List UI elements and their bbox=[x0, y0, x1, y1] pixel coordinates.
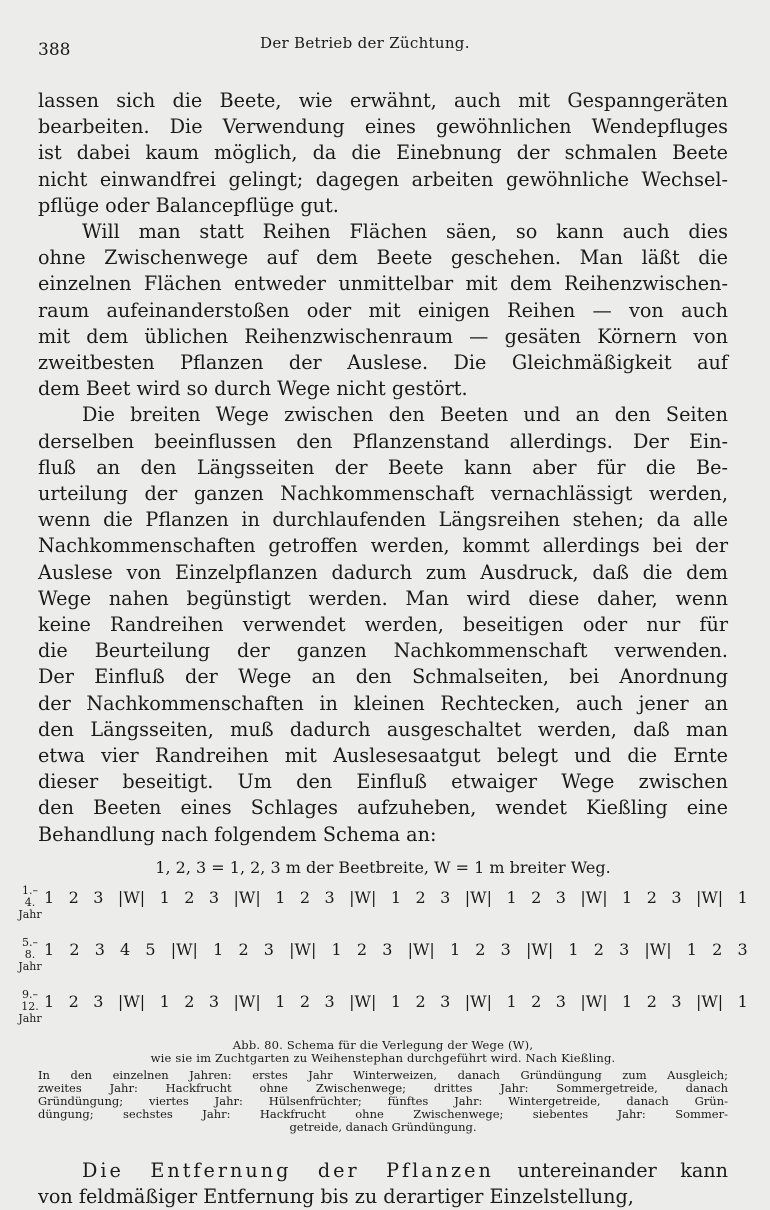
paragraph bbox=[38, 88, 728, 219]
paragraph bbox=[38, 219, 728, 402]
text-line: Behandlung nach folgendem Schema an: bbox=[38, 822, 437, 846]
bed-cell: 1 bbox=[506, 991, 517, 1011]
bed-cell: 3 bbox=[382, 939, 393, 959]
text-line: urteilung der ganzen Nachkommenschaft vernachlässigt werden, bbox=[38, 482, 728, 506]
path-cell: |W| bbox=[349, 887, 377, 907]
text-line: bearbeiten. Die Verwendung eines gewöhnlichen Wendepfluges bbox=[38, 115, 728, 139]
text-line: wenn die Pflanzen in durchlaufenden Längsreihen stehen; da alle bbox=[38, 508, 728, 532]
path-cell: |W| bbox=[407, 939, 435, 959]
bed-cell: 2 bbox=[238, 939, 249, 959]
bed-cell: 3 bbox=[671, 887, 682, 907]
path-cell: |W| bbox=[233, 887, 261, 907]
running-title: Der Betrieb der Züchtung. bbox=[260, 34, 470, 52]
text-line: Nachkommenschaften getroffen werden, kommt allerdings bei der bbox=[38, 534, 728, 558]
path-cell: |W| bbox=[695, 991, 724, 1011]
row-label-word: Jahr bbox=[18, 1011, 42, 1025]
bed-cell: 1 bbox=[506, 887, 517, 907]
bed-cell: 1 bbox=[737, 887, 748, 907]
bed-cell: 3 bbox=[208, 991, 220, 1011]
bed-cell: 1 bbox=[449, 939, 461, 959]
text-line: raum aufeinanderstoßen oder mit einigen Reihen — von auch bbox=[38, 298, 728, 322]
bed-cell: 3 bbox=[93, 991, 104, 1011]
path-cell: |W| bbox=[695, 887, 724, 907]
book-page bbox=[18, 30, 748, 1210]
text-line: dem Beet wird so durch Wege nicht gestört. bbox=[38, 377, 468, 401]
bed-cell: 3 bbox=[324, 991, 335, 1011]
bed-cell: 1 bbox=[390, 991, 402, 1011]
text-line: die Beurteilung der ganzen Nachkommenschaft verwenden. bbox=[38, 639, 728, 663]
figure-caption-line: wie sie im Zuchtgarten zu Weihenstephan durchgeführt wird. Nach Kießling. bbox=[150, 1050, 616, 1065]
schema-title: 1, 2, 3 = 1, 2, 3 m der Beetbreite, W = 1 m breiter Weg. bbox=[155, 857, 611, 877]
schema-row bbox=[18, 989, 748, 1025]
path-cell: |W| bbox=[525, 939, 554, 959]
bed-cell: 3 bbox=[263, 939, 274, 959]
schema-row-label bbox=[18, 885, 42, 921]
text-line: den Längsseiten, muß dadurch ausgeschaltet werden, daß man bbox=[38, 717, 728, 741]
bed-cell: 2 bbox=[415, 887, 426, 907]
text-line bbox=[38, 1158, 728, 1184]
body-text bbox=[38, 88, 728, 848]
bed-cell: 1 bbox=[275, 991, 286, 1011]
bed-cell: 3 bbox=[619, 939, 630, 959]
path-cell: |W| bbox=[170, 939, 198, 959]
schema-row bbox=[18, 937, 748, 973]
bed-cell: 2 bbox=[646, 887, 657, 907]
path-cell: |W| bbox=[580, 887, 608, 907]
bed-cell: 3 bbox=[671, 991, 682, 1011]
bed-cell: 2 bbox=[531, 887, 542, 907]
row-label-years: 9.–12. bbox=[21, 987, 39, 1013]
text-line: der Nachkommenschaften in kleinen Rechtecken, auch jener an bbox=[38, 691, 728, 715]
paragraph bbox=[38, 402, 728, 847]
schema-row-cells bbox=[44, 888, 748, 907]
bed-cell: 3 bbox=[208, 887, 220, 907]
text-line: Auslese von Einzelpflanzen dadurch zum Ausdruck, daß die dem bbox=[38, 560, 728, 584]
spaced-text: Die Entfernung der Pflanzen bbox=[82, 1158, 494, 1182]
note-line: zweites Jahr: Hackfrucht ohne Zwischenwege; drittes Jahr: Sommergetreide, danach bbox=[38, 1080, 728, 1095]
text-line: keine Randreihen verwendet werden, beseitigen oder nur für bbox=[38, 613, 728, 637]
path-cell: |W| bbox=[464, 991, 492, 1011]
text-line: etwa vier Randreihen mit Auslesesaatgut belegt und die Ernte bbox=[38, 744, 728, 768]
text-line: dieser beseitigt. Um den Einfluß etwaiger Wege zwischen bbox=[38, 770, 728, 794]
text-line: Der Einfluß der Wege an den Schmalseiten, bei Anordnung bbox=[38, 665, 728, 689]
path-cell: |W| bbox=[117, 887, 146, 907]
bed-cell: 3 bbox=[555, 887, 566, 907]
bed-cell: 2 bbox=[299, 991, 311, 1011]
row-label-word: Jahr bbox=[18, 959, 42, 973]
text-line: von feldmäßiger Entfernung bis zu derartiger Einzelstellung, bbox=[38, 1184, 634, 1208]
bed-cell: 1 bbox=[275, 887, 286, 907]
row-label-years: 5.–8. bbox=[22, 935, 38, 961]
note-line: getreide, danach Gründüngung. bbox=[289, 1119, 477, 1134]
bed-cell: 2 bbox=[356, 939, 368, 959]
text-line: ist dabei kaum möglich, da die Einebnung der schmalen Beete bbox=[38, 141, 728, 165]
bed-cell: 1 bbox=[159, 991, 170, 1011]
bed-cell: 1 bbox=[44, 939, 55, 959]
bed-cell: 2 bbox=[531, 991, 542, 1011]
bed-cell: 3 bbox=[555, 991, 566, 1011]
path-cell: |W| bbox=[233, 991, 261, 1011]
bed-cell: 3 bbox=[440, 887, 451, 907]
bed-cell: 2 bbox=[184, 887, 195, 907]
text-line: pflüge oder Balancepflüge gut. bbox=[38, 193, 339, 217]
text-line: mit dem üblichen Reihenzwischenraum — gesäten Körnern von bbox=[38, 324, 728, 348]
bed-cell: 1 bbox=[686, 939, 697, 959]
text-line: zweitbesten Pflanzen der Auslese. Die Gleichmäßigkeit auf bbox=[38, 351, 728, 375]
bed-cell: 2 bbox=[415, 991, 426, 1011]
text-line: nicht einwandfrei gelingt; dagegen arbeiten gewöhnliche Wechsel- bbox=[38, 167, 728, 191]
schema-diagram bbox=[18, 883, 748, 1035]
figure-note bbox=[38, 1069, 728, 1134]
schema-row-label bbox=[18, 989, 42, 1025]
path-cell: |W| bbox=[644, 939, 672, 959]
bed-cell: 1 bbox=[390, 887, 402, 907]
bed-cell: 1 bbox=[622, 887, 633, 907]
bed-cell: 1 bbox=[213, 939, 224, 959]
schema-row-cells bbox=[44, 940, 748, 959]
bed-cell: 1 bbox=[622, 991, 633, 1011]
bed-cell: 3 bbox=[500, 939, 511, 959]
path-cell: |W| bbox=[117, 991, 146, 1011]
figure-caption-line: Abb. 80. Schema für die Verlegung der Wege (W), bbox=[232, 1037, 534, 1052]
text-line: ohne Zwischenwege auf dem Beete geschehen. Man läßt die bbox=[38, 246, 728, 270]
bed-cell: 2 bbox=[475, 939, 486, 959]
bed-cell: 1 bbox=[44, 887, 55, 907]
bed-cell: 5 bbox=[145, 939, 156, 959]
path-cell: |W| bbox=[349, 991, 377, 1011]
note-line: Gründüngung; viertes Jahr: Hülsenfrüchter; fünftes Jahr: Wintergetreide, danach Grün- bbox=[38, 1093, 728, 1108]
text-line: den Beeten eines Schlages aufzuheben, wendet Kießling eine bbox=[38, 796, 728, 820]
path-cell: |W| bbox=[464, 887, 492, 907]
text-line: einzelnen Flächen entweder unmittelbar mit dem Reihenzwischen- bbox=[38, 272, 728, 296]
path-cell: |W| bbox=[289, 939, 317, 959]
bed-cell: 1 bbox=[568, 939, 579, 959]
text-line: lassen sich die Beete, wie erwähnt, auch mit Gespanngeräten bbox=[38, 89, 728, 112]
schema-row-cells bbox=[44, 992, 748, 1011]
schema-row-label bbox=[18, 937, 42, 973]
text-line: fluß an den Längsseiten der Beete kann aber für die Be- bbox=[38, 455, 728, 479]
text-line: derselben beeinflussen den Pflanzenstand allerdings. Der Ein- bbox=[38, 429, 728, 453]
bed-cell: 4 bbox=[120, 939, 131, 959]
page-header bbox=[38, 30, 728, 60]
bed-cell: 2 bbox=[712, 939, 723, 959]
bed-cell: 2 bbox=[68, 991, 79, 1011]
bed-cell: 3 bbox=[93, 887, 104, 907]
row-label-word: Jahr bbox=[18, 907, 42, 921]
closing-paragraph bbox=[38, 1158, 728, 1210]
bed-cell: 2 bbox=[299, 887, 311, 907]
text-fragment: untereinander kann bbox=[517, 1158, 729, 1182]
bed-cell: 1 bbox=[331, 939, 342, 959]
bed-cell: 1 bbox=[159, 887, 170, 907]
bed-cell: 2 bbox=[593, 939, 604, 959]
path-cell: |W| bbox=[580, 991, 608, 1011]
bed-cell: 3 bbox=[94, 939, 105, 959]
note-line: düngung; sechstes Jahr: Hackfrucht ohne Zwischenwege; siebentes Jahr: Sommer- bbox=[38, 1106, 728, 1121]
bed-cell: 2 bbox=[646, 991, 657, 1011]
schema-row bbox=[18, 885, 748, 921]
row-label-years: 1.–4. bbox=[22, 883, 38, 909]
bed-cell: 2 bbox=[184, 991, 195, 1011]
note-line: In den einzelnen Jahren: erstes Jahr Winterweizen, danach Gründüngung zum Ausgleich; bbox=[38, 1067, 728, 1082]
bed-cell: 3 bbox=[737, 939, 748, 959]
text-line: Wege nahen begünstigt werden. Man wird diese daher, wenn bbox=[38, 586, 728, 610]
bed-cell: 3 bbox=[324, 887, 335, 907]
bed-cell: 3 bbox=[440, 991, 451, 1011]
bed-cell: 2 bbox=[68, 887, 79, 907]
figure-caption bbox=[38, 1039, 728, 1065]
page-number: 388 bbox=[38, 40, 71, 60]
text-line: Will man statt Reihen Flächen säen, so kann auch dies bbox=[82, 220, 728, 244]
bed-cell: 1 bbox=[44, 991, 55, 1011]
bed-cell: 2 bbox=[69, 939, 80, 959]
text-line: Die breiten Wege zwischen den Beeten und an den Seiten bbox=[82, 403, 728, 427]
bed-cell: 1 bbox=[737, 991, 748, 1011]
